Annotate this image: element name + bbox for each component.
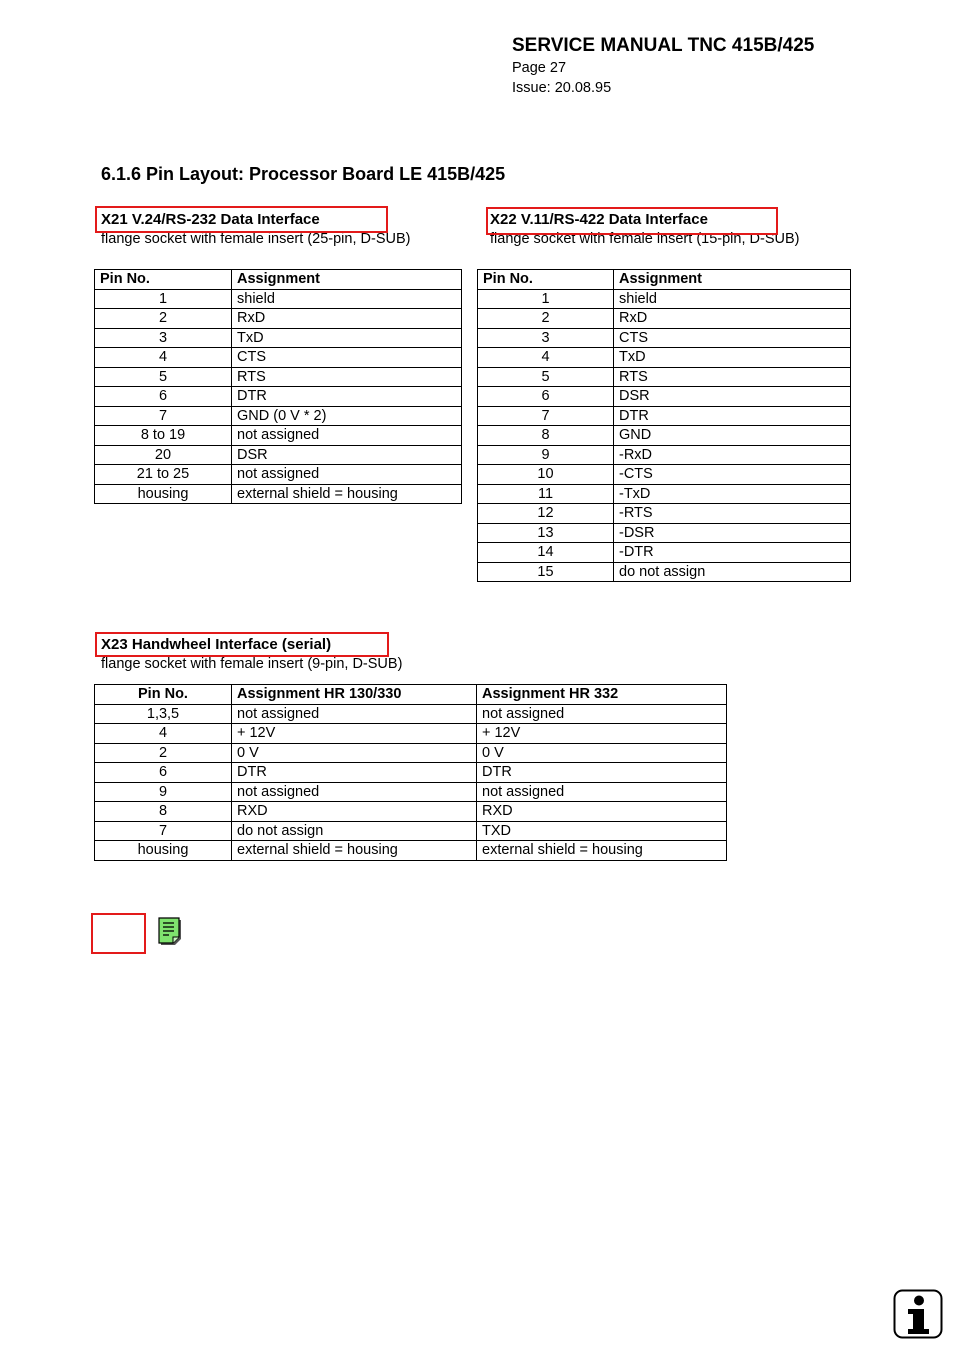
- table-row: [478, 289, 851, 309]
- pin-cell: 1: [478, 289, 614, 309]
- pin-cell: 8: [95, 802, 232, 822]
- assignment-cell: do not assign: [232, 821, 477, 841]
- pin-cell: 1,3,5: [95, 704, 232, 724]
- table-row: [95, 387, 462, 407]
- table-row: [95, 426, 462, 446]
- assignment-cell: DTR: [232, 763, 477, 783]
- assignment-cell: not assigned: [477, 782, 727, 802]
- table-row: [478, 465, 851, 485]
- pin-cell: 20: [95, 445, 232, 465]
- assignment-cell: RxD: [232, 309, 462, 329]
- table-row: [95, 367, 462, 387]
- x22-pin-table: [477, 269, 851, 582]
- pin-cell: 7: [95, 821, 232, 841]
- pin-cell: 4: [478, 348, 614, 368]
- info-icon: [893, 1289, 943, 1339]
- pin-cell: 5: [95, 367, 232, 387]
- x21-highlight-box: [95, 206, 388, 233]
- assignment-cell: shield: [614, 289, 851, 309]
- table-header-row: [95, 685, 727, 705]
- assignment-cell: external shield = housing: [232, 841, 477, 861]
- assignment-cell: not assigned: [232, 782, 477, 802]
- pin-cell: 14: [478, 543, 614, 563]
- x23-highlight-box: [95, 632, 389, 657]
- pin-cell: 13: [478, 523, 614, 543]
- assignment-cell: -RTS: [614, 504, 851, 524]
- column-header: Assignment: [232, 270, 462, 290]
- note-icon: [158, 917, 184, 947]
- pin-cell: 12: [478, 504, 614, 524]
- pin-cell: 9: [478, 445, 614, 465]
- table-row: [95, 406, 462, 426]
- table-row: [478, 523, 851, 543]
- assignment-cell: RTS: [614, 367, 851, 387]
- x23-subtitle: flange socket with female insert (9-pin, D-SUB): [101, 656, 403, 672]
- pin-cell: 2: [478, 309, 614, 329]
- x23-pin-table: [94, 684, 727, 861]
- table-row: [95, 821, 727, 841]
- column-header: Assignment: [614, 270, 851, 290]
- assignment-cell: TXD: [477, 821, 727, 841]
- assignment-cell: RXD: [477, 802, 727, 822]
- assignment-cell: not assigned: [232, 465, 462, 485]
- pin-cell: 21 to 25: [95, 465, 232, 485]
- column-header: Pin No.: [478, 270, 614, 290]
- x21-pin-table: [94, 269, 462, 504]
- pin-cell: 8 to 19: [95, 426, 232, 446]
- pin-cell: 9: [95, 782, 232, 802]
- x21-title: X21 V.24/RS-232 Data Interface: [101, 211, 320, 228]
- assignment-cell: DSR: [614, 387, 851, 407]
- table-row: [478, 543, 851, 563]
- assignment-cell: not assigned: [232, 704, 477, 724]
- table-row: [95, 484, 462, 504]
- table-row: [95, 782, 727, 802]
- column-header: Assignment HR 130/330: [232, 685, 477, 705]
- table-row: [478, 445, 851, 465]
- x21-subtitle: flange socket with female insert (25-pin, D-SUB): [101, 231, 411, 247]
- pin-cell: 11: [478, 484, 614, 504]
- table-row: [478, 387, 851, 407]
- pin-cell: housing: [95, 841, 232, 861]
- table-row: [478, 406, 851, 426]
- assignment-cell: CTS: [232, 348, 462, 368]
- assignment-cell: -CTS: [614, 465, 851, 485]
- assignment-cell: 0 V: [477, 743, 727, 763]
- table-row: [95, 763, 727, 783]
- table-row: [95, 841, 727, 861]
- pin-cell: 4: [95, 348, 232, 368]
- x22-title: X22 V.11/RS-422 Data Interface: [490, 211, 708, 228]
- column-header: Assignment HR 332: [477, 685, 727, 705]
- assignment-cell: DTR: [477, 763, 727, 783]
- pin-cell: 5: [478, 367, 614, 387]
- assignment-cell: external shield = housing: [232, 484, 462, 504]
- assignment-cell: shield: [232, 289, 462, 309]
- issue-date: Issue: 20.08.95: [512, 80, 612, 96]
- assignment-cell: + 12V: [477, 724, 727, 744]
- assignment-cell: CTS: [614, 328, 851, 348]
- table-row: [95, 445, 462, 465]
- pin-cell: housing: [95, 484, 232, 504]
- table-row: [478, 367, 851, 387]
- table-row: [478, 484, 851, 504]
- pin-cell: 2: [95, 309, 232, 329]
- table-header-row: [478, 270, 851, 290]
- table-row: [478, 504, 851, 524]
- pin-cell: 3: [95, 328, 232, 348]
- table-row: [95, 704, 727, 724]
- assignment-cell: -DTR: [614, 543, 851, 563]
- x22-highlight-box: [486, 207, 778, 235]
- assignment-cell: 0 V: [232, 743, 477, 763]
- table-row: [478, 426, 851, 446]
- assignment-cell: external shield = housing: [477, 841, 727, 861]
- assignment-cell: TxD: [232, 328, 462, 348]
- assignment-cell: GND: [614, 426, 851, 446]
- pin-cell: 15: [478, 562, 614, 582]
- table-row: [95, 465, 462, 485]
- table-row: [95, 309, 462, 329]
- assignment-cell: RTS: [232, 367, 462, 387]
- page-number: Page 27: [512, 60, 567, 76]
- pin-cell: 10: [478, 465, 614, 485]
- column-header: Pin No.: [95, 685, 232, 705]
- pin-cell: 7: [478, 406, 614, 426]
- assignment-cell: -DSR: [614, 523, 851, 543]
- empty-highlight-box: [91, 913, 146, 954]
- assignment-cell: + 12V: [232, 724, 477, 744]
- pin-cell: 7: [95, 406, 232, 426]
- assignment-cell: DSR: [232, 445, 462, 465]
- assignment-cell: not assigned: [477, 704, 727, 724]
- assignment-cell: TxD: [614, 348, 851, 368]
- assignment-cell: DTR: [232, 387, 462, 407]
- table-row: [95, 802, 727, 822]
- assignment-cell: RXD: [232, 802, 477, 822]
- pin-cell: 4: [95, 724, 232, 744]
- assignment-cell: -TxD: [614, 484, 851, 504]
- table-header-row: [95, 270, 462, 290]
- x22-subtitle: flange socket with female insert (15-pin, D-SUB): [490, 231, 800, 247]
- assignment-cell: -RxD: [614, 445, 851, 465]
- pin-cell: 2: [95, 743, 232, 763]
- manual-title: SERVICE MANUAL TNC 415B/425: [512, 35, 815, 56]
- table-row: [478, 562, 851, 582]
- column-header: Pin No.: [95, 270, 232, 290]
- table-row: [478, 309, 851, 329]
- assignment-cell: DTR: [614, 406, 851, 426]
- pin-cell: 6: [95, 763, 232, 783]
- assignment-cell: do not assign: [614, 562, 851, 582]
- pin-cell: 3: [478, 328, 614, 348]
- table-row: [478, 328, 851, 348]
- table-row: [95, 348, 462, 368]
- document-header: [512, 34, 814, 98]
- pin-cell: 8: [478, 426, 614, 446]
- assignment-cell: not assigned: [232, 426, 462, 446]
- table-row: [478, 348, 851, 368]
- pin-cell: 6: [478, 387, 614, 407]
- table-row: [95, 328, 462, 348]
- table-row: [95, 724, 727, 744]
- pin-cell: 6: [95, 387, 232, 407]
- table-row: [95, 289, 462, 309]
- section-title: 6.1.6 Pin Layout: Processor Board LE 415B/425: [101, 164, 506, 184]
- pin-cell: 1: [95, 289, 232, 309]
- assignment-cell: RxD: [614, 309, 851, 329]
- assignment-cell: GND (0 V * 2): [232, 406, 462, 426]
- x23-title: X23 Handwheel Interface (serial): [101, 636, 332, 653]
- table-row: [95, 743, 727, 763]
